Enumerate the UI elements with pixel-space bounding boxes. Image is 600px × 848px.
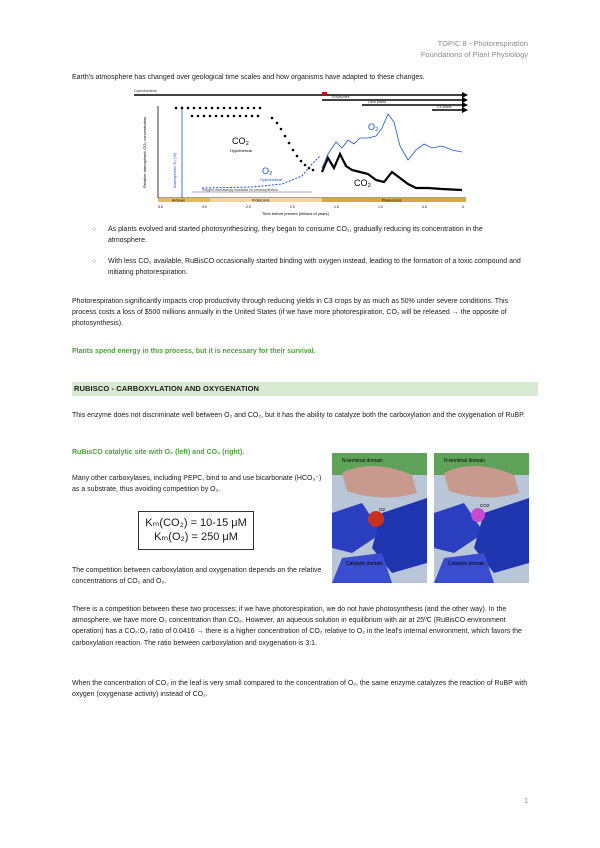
x-axis-label: Time before present (billions of years) <box>262 211 329 216</box>
page-number: 1 <box>524 798 528 805</box>
paragraph-competition: The competition between carboxylation and oxygenation depends on the relative concentrations of CO₂ and O₂. <box>72 567 322 586</box>
label-cyanobacteria: Cyanobacteria <box>134 89 157 93</box>
o2-note: Hypothetical <box>260 177 283 182</box>
right-mol-label: CO2 <box>480 503 490 508</box>
co2-lower-label: CO₂ <box>354 178 371 188</box>
tick-6: 0.5 <box>422 205 427 209</box>
tick-4: 1.5 <box>334 205 339 209</box>
tick-7: 0 <box>462 205 464 209</box>
era-phanerozoic: Phanerozoic <box>382 198 402 203</box>
y-axis-left: Relative atmospheric CO₂ concentration <box>142 116 147 188</box>
section-heading-bar <box>72 382 538 396</box>
bullet-item <box>92 224 522 248</box>
km-o2: Kₘ(O₂) = 250 μM <box>154 531 238 543</box>
co2-label: CO₂ <box>232 136 249 146</box>
co2-measured-curve <box>322 154 462 190</box>
green-note: Plants spend energy in this process, but it is necessary for their survival. <box>72 348 316 355</box>
left-top-label: N-terminal domain <box>342 458 383 464</box>
left-bottom-label: Catalytic domain <box>346 561 383 567</box>
label-land-plants: Land plants <box>368 100 387 104</box>
rubisco-o2-image <box>332 453 427 583</box>
topic-title: TOPIC 8 - Photorespiration <box>437 39 528 48</box>
tick-5: 1.0 <box>378 205 383 209</box>
paragraph-carboxylases: Many other carboxylases, including PEPC, bind to and use bicarbonate (HCO₃⁻) as a substrate, thus avoiding competition by O₂. <box>72 475 322 494</box>
tick-3: 2.0 <box>290 205 295 209</box>
label-eukaryotes: Eukaryotes <box>332 95 350 99</box>
bullet-circle-icon: ○ <box>92 258 97 265</box>
label-c4-plants: C4 plants <box>437 105 452 109</box>
atmosphere-figure <box>132 88 472 220</box>
tick-0: 3.5 <box>158 205 163 209</box>
rubisco-co2-image <box>434 453 529 583</box>
intro-paragraph: Earth's atmosphere has changed over geological time scales and how organisms have adapted to these changes. <box>72 74 425 81</box>
bullet-item <box>92 256 522 280</box>
y-axis-right: Atmospheric O₂ (%) <box>172 152 177 188</box>
course-title: Foundations of Plant Physiology <box>420 50 528 59</box>
paragraph-enzyme: This enzyme does not discriminate well between O₂ and CO₂, but it has the ability to catalyze both the carboxylation and the oxygenation of RuBP. <box>72 412 525 419</box>
paragraph-competition-detail: There is a competition between these two processes; if we have photorespiration, we do not have photosynthesis (and the other way). In the atmosphere, we have more O₂ concentration than CO₂. However, an aqueous solution in equilibrium with air at 25ºC (RuBisCO environment operation) has a CO₂:O₂ ratio of 0.0416 → there is a higher concentration of CO₂ relative to O₂ in the leaf's internal environment, which favors the carboxylation reaction. The ratio between carboxylation and oxygenation is 3:1. <box>72 606 522 647</box>
left-mol-label: O2 <box>379 507 386 512</box>
right-top-label: N-terminal domain <box>444 458 485 464</box>
co2-note: Hypothetical <box>230 148 253 153</box>
bullet-text: As plants evolved and started photosynthesizing, they began to consume CO₂, gradually reducing its concentration in the atmosphere. <box>108 226 483 245</box>
green-caption: RuBisCO catalytic site with O₂ (left) and CO₂ (right). <box>72 449 245 456</box>
page-header <box>421 38 528 60</box>
era-archean: Archean <box>172 198 186 203</box>
tick-2: 2.5 <box>246 205 251 209</box>
o2-upper-label: O₂ <box>368 122 379 132</box>
o2-hypothetical-curve <box>202 156 320 188</box>
o2-label: O₂ <box>262 166 273 176</box>
section-title: RUBISCO - CARBOXYLATION AND OXYGENATION <box>74 384 260 393</box>
right-bottom-label: Catalytic domain <box>448 561 485 567</box>
km-formula-box <box>138 511 254 550</box>
bullet-circle-icon: ○ <box>92 226 97 233</box>
km-co2: Kₘ(CO₂) = 10-15 μM <box>145 517 247 529</box>
tick-1: 3.0 <box>202 205 207 209</box>
paragraph-photorespiration-impact: Photorespiration significantly impacts crop productivity through reducing yields in C3 crops by as much as 50% under severe conditions. This process costs a loss of $500 millions annually in the United States (if we have more photorespiration, CO₂ will be released → the opposite of photosynthesis). <box>72 298 509 328</box>
bullet-text: With less CO₂ available, RuBisCO occasionally started binding with oxygen instead, leading to the formation of a toxic compound and initiating photorespiration. <box>108 258 521 277</box>
era-proterozoic: Proterozoic <box>252 198 270 203</box>
paragraph-oxygenase: When the concentration of CO₂ in the leaf is very small compared to the concentration of O₂, the same enzyme catalyzes the reaction of RuBP with oxygen (oxygenase activity) instead of CO₂. <box>72 680 528 699</box>
bottom-note: Oxygen increasingly available for photosynthesis <box>202 188 278 192</box>
